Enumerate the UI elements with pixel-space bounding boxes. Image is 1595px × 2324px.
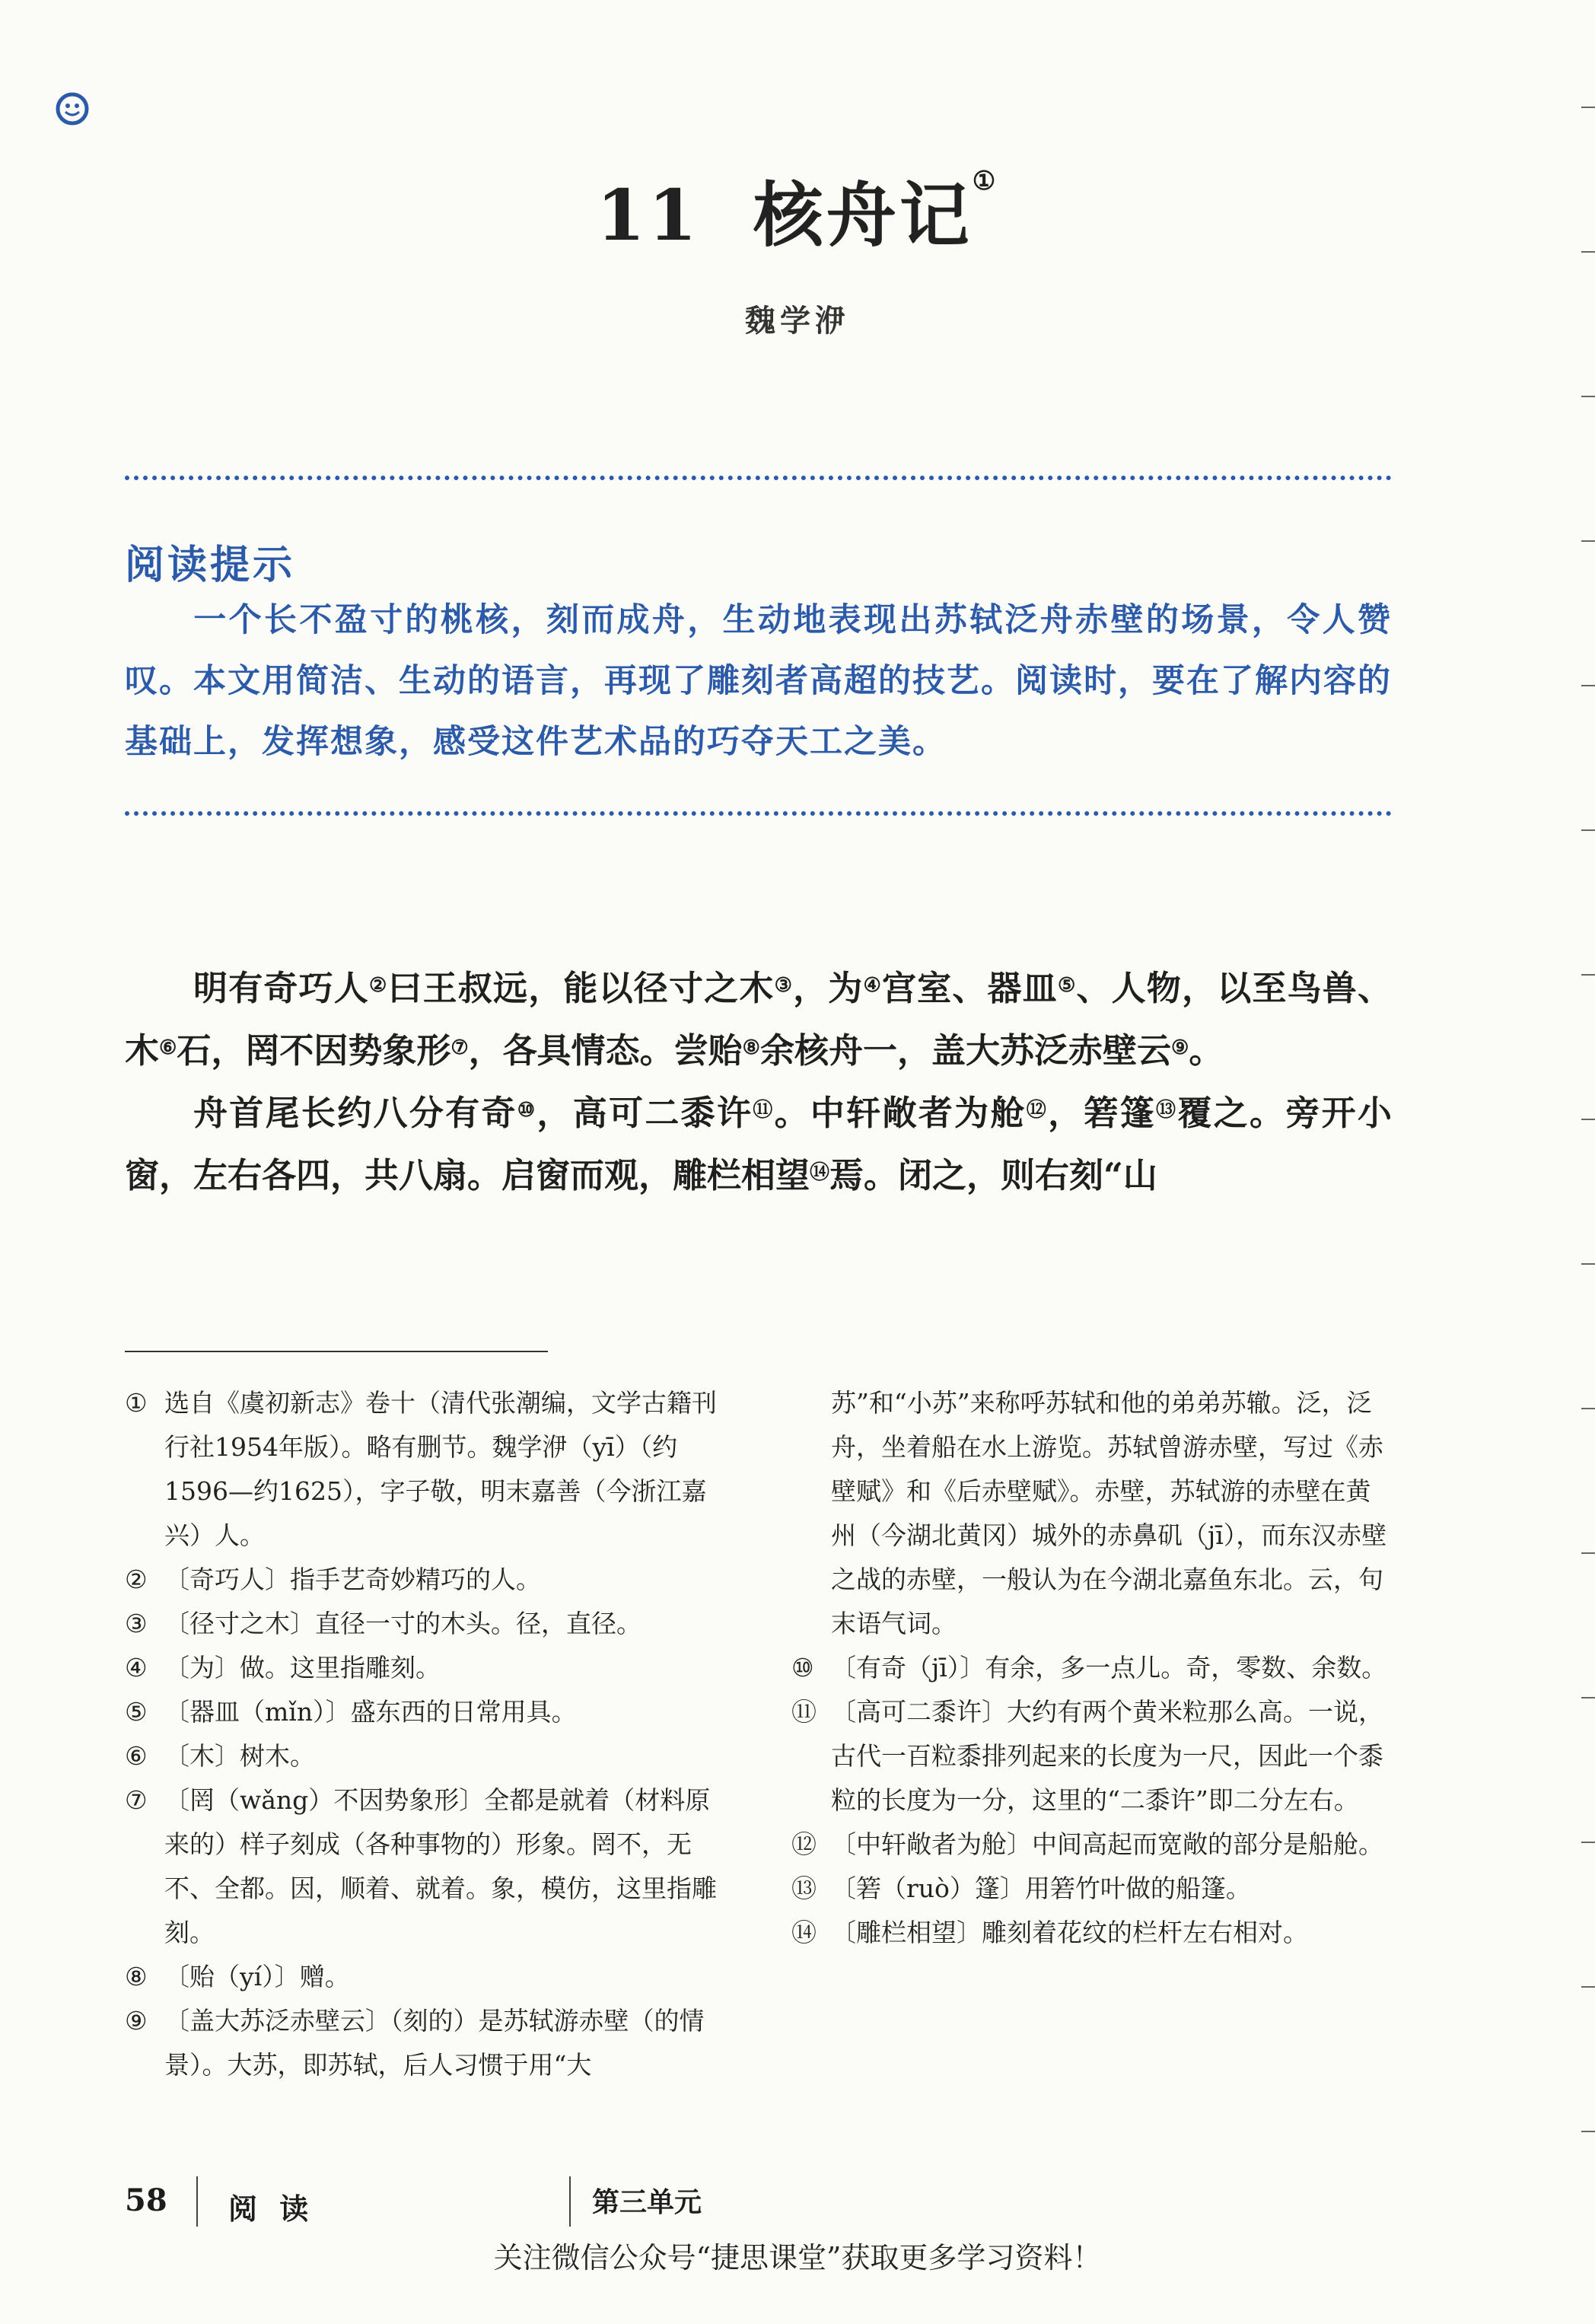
footnote: ⑩ 〔有奇（jī）〕有余，多一点儿。奇，零数、余数。 — [791, 1653, 1387, 1683]
dotted-divider-top — [125, 476, 1392, 480]
dotted-divider-bottom — [125, 811, 1392, 816]
smiley-icon — [55, 91, 90, 126]
title-note-mark: ① — [972, 166, 999, 196]
footer-section: 阅 读 — [228, 2192, 315, 2226]
paragraph-2: 舟首尾长约八分有奇⑩，高可二黍许⑪。中轩敞者为舱⑫，箬篷⑬覆之。旁开小窗，左右各四，共八扇。启窗而观，雕栏相望⑭焉。闭之，则右刻“山 — [125, 1093, 1392, 1195]
reading-hint-text: 一个长不盈寸的桃核，刻而成舟，生动地表现出苏轼泛舟赤壁的场景，令人赞叹。本文用简洁、生动的语言，再现了雕刻者高超的技艺。阅读时，要在了解内容的基础上，发挥想象，感受这件艺术品的巧夺天工之美。 — [125, 601, 1392, 761]
footnotes-left — [125, 1381, 727, 2087]
lesson-title — [0, 160, 1595, 260]
footnote: ② 〔奇巧人〕指手艺奇妙精巧的人。 — [125, 1565, 541, 1594]
footnote: ④ 〔为〕做。这里指雕刻。 — [125, 1653, 441, 1683]
footer-divider — [569, 2176, 571, 2227]
lesson-title-text: 核舟记 — [753, 174, 973, 256]
footnote-continued: 苏”和“小苏”来称呼苏轼和他的弟弟苏辙。泛，泛舟，坐着船在水上游览。苏轼曾游赤壁，写过《赤壁赋》和《后赤壁赋》。赤壁，苏轼游的赤壁在黄州（今湖北黄冈）城外的赤鼻矶（jī），而东汉赤壁之战的赤壁，一般认为在今湖北嘉鱼东北。云，句末语气词。 — [831, 1388, 1387, 1638]
lesson-number: 11 — [596, 174, 700, 256]
main-text — [125, 957, 1392, 1207]
reading-hint-heading: 阅读提示 — [125, 542, 296, 588]
footnote: ⑬ 〔箬（ruò）篷〕用箬竹叶做的船篷。 — [791, 1874, 1251, 1903]
footnote: ⑨ 〔盖大苏泛赤壁云〕（刻的）是苏轼游赤壁（的情景）。大苏，即苏轼，后人习惯于用“大 — [125, 2006, 705, 2080]
watermark-text: 关注微信公众号“捷思课堂”获取更多学习资料！ — [493, 2241, 1102, 2275]
footnote: ⑤ 〔器皿（mǐn）〕盛东西的日常用具。 — [125, 1697, 577, 1727]
footnote: ⑧ 〔贻（yí）〕赠。 — [125, 1962, 350, 1991]
footnote: ⑥ 〔木〕树木。 — [125, 1741, 315, 1771]
footer-unit: 第三单元 — [592, 2186, 702, 2218]
footer-divider — [196, 2176, 198, 2227]
author: 魏学洢 — [745, 303, 850, 339]
footnote: ⑪ 〔高可二黍许〕大约有两个黄米粒那么高。一说，古代一百粒黍排列起来的长度为一尺，因此一个黍粒的长度为一分，这里的“二黍许”即二分左右。 — [791, 1697, 1383, 1815]
page-edge-marks — [1577, 91, 1595, 2146]
page-number: 58 — [125, 2182, 167, 2218]
footnote: ⑫ 〔中轩敞者为舱〕中间高起而宽敞的部分是船舱。 — [791, 1829, 1383, 1859]
footnote: ⑦ 〔罔（wǎng）不因势象形〕全都是就着（材料原来的）样子刻成（各种事物的）形象。罔不，无不、全都。因，顺着、就着。象，模仿，这里指雕刻。 — [125, 1785, 717, 1947]
footnote-rule — [125, 1351, 548, 1352]
paragraph-1: 明有奇巧人②曰王叔远，能以径寸之木③，为④宫室、器皿⑤、人物，以至鸟兽、木⑥石，罔不因势象形⑦，各具情态。尝贻⑧余核舟一，盖大苏泛赤壁云⑨。 — [125, 968, 1392, 1071]
footnote: ⑭ 〔雕栏相望〕雕刻着花纹的栏杆左右相对。 — [791, 1918, 1308, 1947]
footnote: ③ 〔径寸之木〕直径一寸的木头。径，直径。 — [125, 1609, 642, 1638]
footnotes-right — [791, 1381, 1394, 1955]
footnote: ① 选自《虞初新志》卷十（清代张潮编，文学古籍刊行社1954年版）。略有删节。魏学洢（yī）（约1596—约1625），字子敬，明末嘉善（今浙江嘉兴）人。 — [125, 1388, 717, 1550]
